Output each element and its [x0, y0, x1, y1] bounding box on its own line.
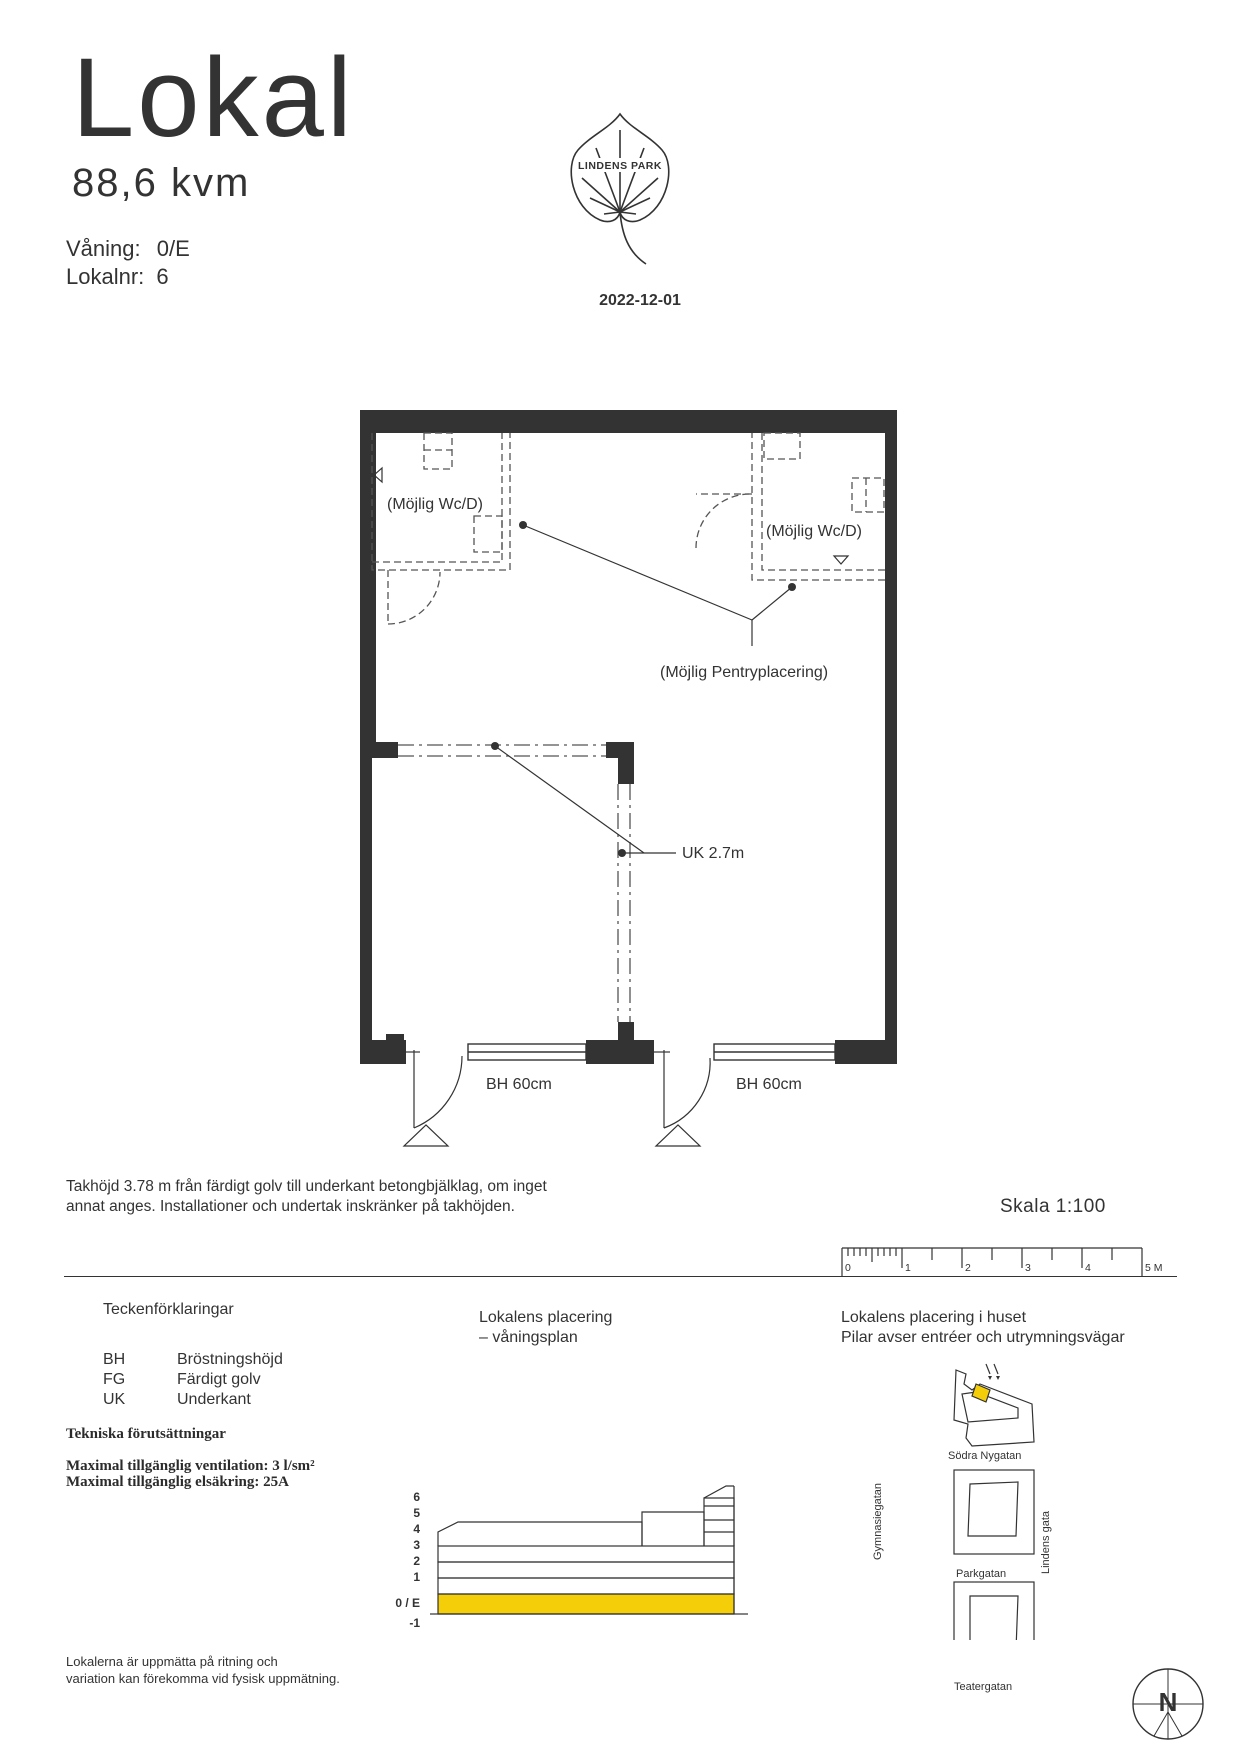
- legend-text-bh: Bröstningshöjd: [177, 1351, 283, 1368]
- current-floor-highlight: [438, 1594, 734, 1614]
- placement-house-heading-line1: Lokalens placering i huset: [841, 1309, 1027, 1326]
- section-diagram: [430, 1470, 810, 1630]
- wc-left-label: (Möjlig Wc/D): [387, 496, 483, 513]
- date: 2022-12-01: [599, 292, 681, 309]
- wc-right-label: (Möjlig Wc/D): [766, 523, 862, 540]
- legend-text-fg: Färdigt golv: [177, 1371, 261, 1388]
- divider: [64, 1276, 1177, 1277]
- scale-label: Skala 1:100: [1000, 1196, 1106, 1217]
- north-arrow-icon: [1130, 1666, 1206, 1742]
- street-lindens-gata-label: Lindens gata: [1040, 1511, 1052, 1574]
- floor-value: 0/E: [156, 236, 190, 261]
- placement-house-heading-line2: Pilar avser entréer och utrymningsvägar: [841, 1329, 1125, 1346]
- street-parkgatan: Parkgatan: [956, 1568, 1007, 1580]
- scale-tick-2: 2: [965, 1262, 971, 1274]
- technical-ventilation: Maximal tillgänglig ventilation: 3 l/sm²: [66, 1458, 315, 1474]
- legend-abbr-uk: UK: [103, 1391, 126, 1408]
- footer-line2: variation kan förekomma vid fysisk uppmätning.: [66, 1671, 340, 1686]
- placement-floor-heading: [479, 1308, 612, 1348]
- legend-text-uk: Underkant: [177, 1391, 251, 1408]
- bh-right-label: BH 60cm: [736, 1076, 802, 1093]
- scale-tick-1: 1: [905, 1262, 911, 1274]
- floor-label-6: 6: [413, 1490, 420, 1504]
- ceiling-note-line1: Takhöjd 3.78 m från färdigt golv till underkant betongbjälklag, om inget: [66, 1178, 547, 1195]
- unit-label: Lokalnr:: [66, 264, 145, 289]
- street-sodra-nygatan: Södra Nygatan: [948, 1450, 1022, 1462]
- bh-left-label: BH 60cm: [486, 1076, 552, 1093]
- page-title: Lokal: [72, 35, 355, 160]
- site-map: [920, 1360, 1070, 1640]
- floor-label-2: 2: [413, 1554, 420, 1568]
- street-teatergatan: Teatergatan: [954, 1681, 1013, 1693]
- floor-label-1: 1: [413, 1570, 420, 1584]
- logo-text: LINDENS PARK: [578, 160, 662, 172]
- technical-heading: Tekniska förutsättningar: [66, 1426, 226, 1442]
- footer-line1: Lokalerna är uppmätta på ritning och: [66, 1654, 278, 1669]
- scale-bar: [836, 1240, 1176, 1280]
- scale-tick-3: 3: [1025, 1262, 1031, 1274]
- ceiling-note-line2: annat anges. Installationer och undertak inskränker på takhöjden.: [66, 1198, 515, 1215]
- scale-tick-5: 5 M: [1145, 1262, 1163, 1274]
- scale-tick-4: 4: [1085, 1262, 1091, 1274]
- technical-fuse: Maximal tillgänglig elsäkring: 25A: [66, 1474, 289, 1490]
- footer-note: [66, 1653, 466, 1687]
- street-gymnasiegatan-label: Gymnasiegatan: [872, 1482, 884, 1560]
- floor-label-0e: 0 / E: [395, 1596, 420, 1610]
- legend-heading: Teckenförklaringar: [103, 1301, 234, 1318]
- unit-value: 6: [156, 264, 169, 289]
- scale-tick-0: 0: [845, 1262, 851, 1274]
- compass-letter: N: [1158, 1687, 1178, 1717]
- legend-abbr-fg: FG: [103, 1371, 126, 1388]
- floor-label-minus1: -1: [409, 1616, 420, 1630]
- legend-abbr-bh: BH: [103, 1351, 126, 1368]
- placement-floor-heading-line2: – våningsplan: [479, 1329, 578, 1346]
- ceiling-note: [66, 1177, 626, 1217]
- floor-label-3: 3: [413, 1538, 420, 1552]
- floor-label-4: 4: [413, 1522, 420, 1536]
- placement-floor-heading-line1: Lokalens placering: [479, 1309, 613, 1326]
- floor-label-5: 5: [413, 1506, 420, 1520]
- uk-label: UK 2.7m: [682, 845, 745, 862]
- pentry-label: (Möjlig Pentryplacering): [660, 664, 829, 681]
- area-value: 88,6 kvm: [72, 161, 251, 205]
- placement-house-heading: [841, 1308, 1125, 1348]
- floor-label: Våning:: [66, 236, 141, 261]
